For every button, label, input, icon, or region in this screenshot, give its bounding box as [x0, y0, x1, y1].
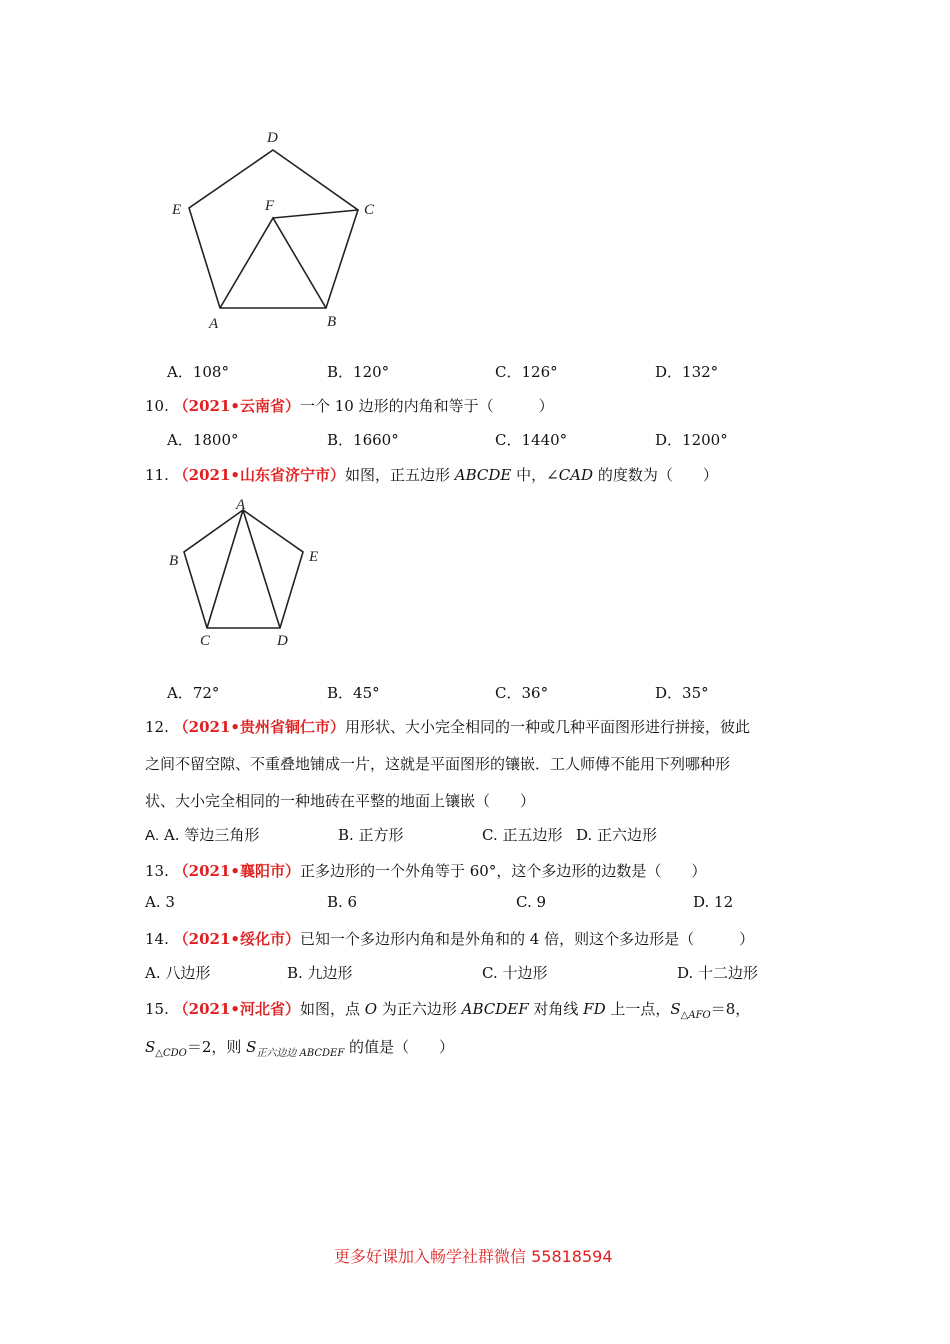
- q13-text: 正多边形的一个外角等于 60°，这个多边形的边数是（ ）: [299, 862, 707, 880]
- q14-option-a[interactable]: A. 八边形: [145, 964, 211, 982]
- q11-text-pre: 如图，正五边形: [344, 466, 455, 484]
- label-e: E: [172, 202, 182, 218]
- q9-option-a[interactable]: A．108°: [167, 363, 229, 381]
- q11-option-a[interactable]: A．72°: [167, 684, 220, 702]
- q12-line-3: 状、大小完全相同的一种地砖在平整的地面上镶嵌（ ）: [145, 792, 536, 810]
- q14-option-c[interactable]: C. 十边形: [482, 964, 548, 982]
- diagonal-ac: [207, 510, 243, 628]
- q10-option-c[interactable]: C．1440°: [495, 431, 568, 449]
- q14-stem: [145, 928, 754, 949]
- q11-option-b[interactable]: B．45°: [327, 684, 380, 702]
- q11-option-c[interactable]: C．36°: [495, 684, 549, 702]
- q12-line-1: [145, 716, 750, 737]
- q12-option-b[interactable]: B. 正方形: [338, 826, 404, 844]
- q12-option-a[interactable]: A. A. 等边三角形: [145, 826, 260, 844]
- q14-text: 已知一个多边形内角和是外角和的 4 倍，则这个多边形是（ ）: [299, 930, 755, 948]
- q13-number: 13.: [145, 862, 169, 880]
- q13-option-d[interactable]: D. 12: [693, 893, 734, 911]
- q10-option-a[interactable]: A．1800°: [167, 431, 239, 449]
- label-d: D: [267, 130, 278, 146]
- q12-line-2: 之间不留空隙、不重叠地铺成一片，这就是平面图形的镶嵌．工人师傅不能用下列哪种形: [145, 755, 731, 773]
- q15-hexagon-name: ABCDEF: [461, 1000, 529, 1018]
- pentagon-edcba: [189, 150, 358, 308]
- label-a: A: [209, 316, 219, 332]
- q13-option-c[interactable]: C. 9: [516, 893, 547, 911]
- q14-option-d[interactable]: D. 十二边形: [677, 964, 759, 982]
- q10-stem: [145, 395, 554, 416]
- q15-source: （2021•河北省）: [173, 1000, 300, 1018]
- q11-option-d[interactable]: D．35°: [655, 684, 709, 702]
- label-d2: D: [277, 633, 288, 649]
- q15-line-1: 15. （2021•河北省）如图，点 O 为正六边形 ABCDEF 对角线 FD 上一点，$S_{\triangle AFO}=8$，: [145, 1000, 751, 1021]
- figure-regular-pentagon: [160, 495, 340, 655]
- q15-diagonal-fd: FD: [583, 1000, 606, 1018]
- label-e2: E: [309, 549, 319, 565]
- q11-source: （2021•山东省济宁市）: [173, 466, 345, 484]
- q9-option-d[interactable]: D．132°: [655, 363, 719, 381]
- q12-option-c[interactable]: C. 正五边形: [482, 826, 563, 844]
- q12-text-1: 用形状、大小完全相同的一种或几种平面图形进行拼接，彼此: [344, 718, 750, 736]
- q11-number: 11.: [145, 466, 169, 484]
- q13-source: （2021•襄阳市）: [173, 862, 300, 880]
- triangle-afb: [220, 218, 326, 308]
- q12-number: 12.: [145, 718, 169, 736]
- segment-fc: [273, 210, 358, 218]
- label-c2: C: [200, 633, 211, 649]
- label-c: C: [364, 202, 375, 218]
- footer-promo: 更多好课加入畅学社群微信 55818594: [334, 1247, 613, 1266]
- q11-var-cad: CAD: [558, 466, 594, 484]
- q13-option-b[interactable]: B. 6: [327, 893, 358, 911]
- q14-option-b[interactable]: B. 九边形: [287, 964, 353, 982]
- q14-number: 14.: [145, 930, 169, 948]
- label-f: F: [265, 198, 275, 214]
- q13-option-a[interactable]: A. 3: [145, 893, 175, 911]
- q11-text-mid: 中，∠: [511, 466, 559, 484]
- label-b2: B: [169, 553, 179, 569]
- q10-number: 10.: [145, 397, 169, 415]
- q9-option-b[interactable]: B．120°: [327, 363, 390, 381]
- q11-var-abcde: ABCDE: [454, 466, 512, 484]
- label-a2: A: [236, 497, 246, 513]
- q12-option-d[interactable]: D. 正六边形: [576, 826, 658, 844]
- diagonal-ad: [243, 510, 280, 628]
- q10-option-b[interactable]: B．1660°: [327, 431, 399, 449]
- q14-source: （2021•绥化市）: [173, 930, 300, 948]
- q11-text-post: 的度数为（ ）: [593, 466, 718, 484]
- q10-source: （2021•云南省）: [173, 397, 300, 415]
- pentagon-abcde: [184, 510, 303, 628]
- q10-option-d[interactable]: D．1200°: [655, 431, 728, 449]
- q15-point-o: O: [364, 1000, 378, 1018]
- q15-line-2: $S_{\triangle CDO}=2$，则 $S_{正六边边 ABCDEF}$ 的值是（ ）: [145, 1038, 455, 1059]
- q13-stem: [145, 860, 706, 881]
- q15-number: 15.: [145, 1000, 169, 1018]
- q11-stem: [145, 464, 718, 485]
- label-b: B: [327, 314, 337, 330]
- q9-option-c[interactable]: C．126°: [495, 363, 558, 381]
- q12-source: （2021•贵州省铜仁市）: [173, 718, 345, 736]
- figure-pentagon-with-triangle: [160, 120, 390, 340]
- q10-text: 一个 10 边形的内角和等于（ ）: [299, 397, 554, 415]
